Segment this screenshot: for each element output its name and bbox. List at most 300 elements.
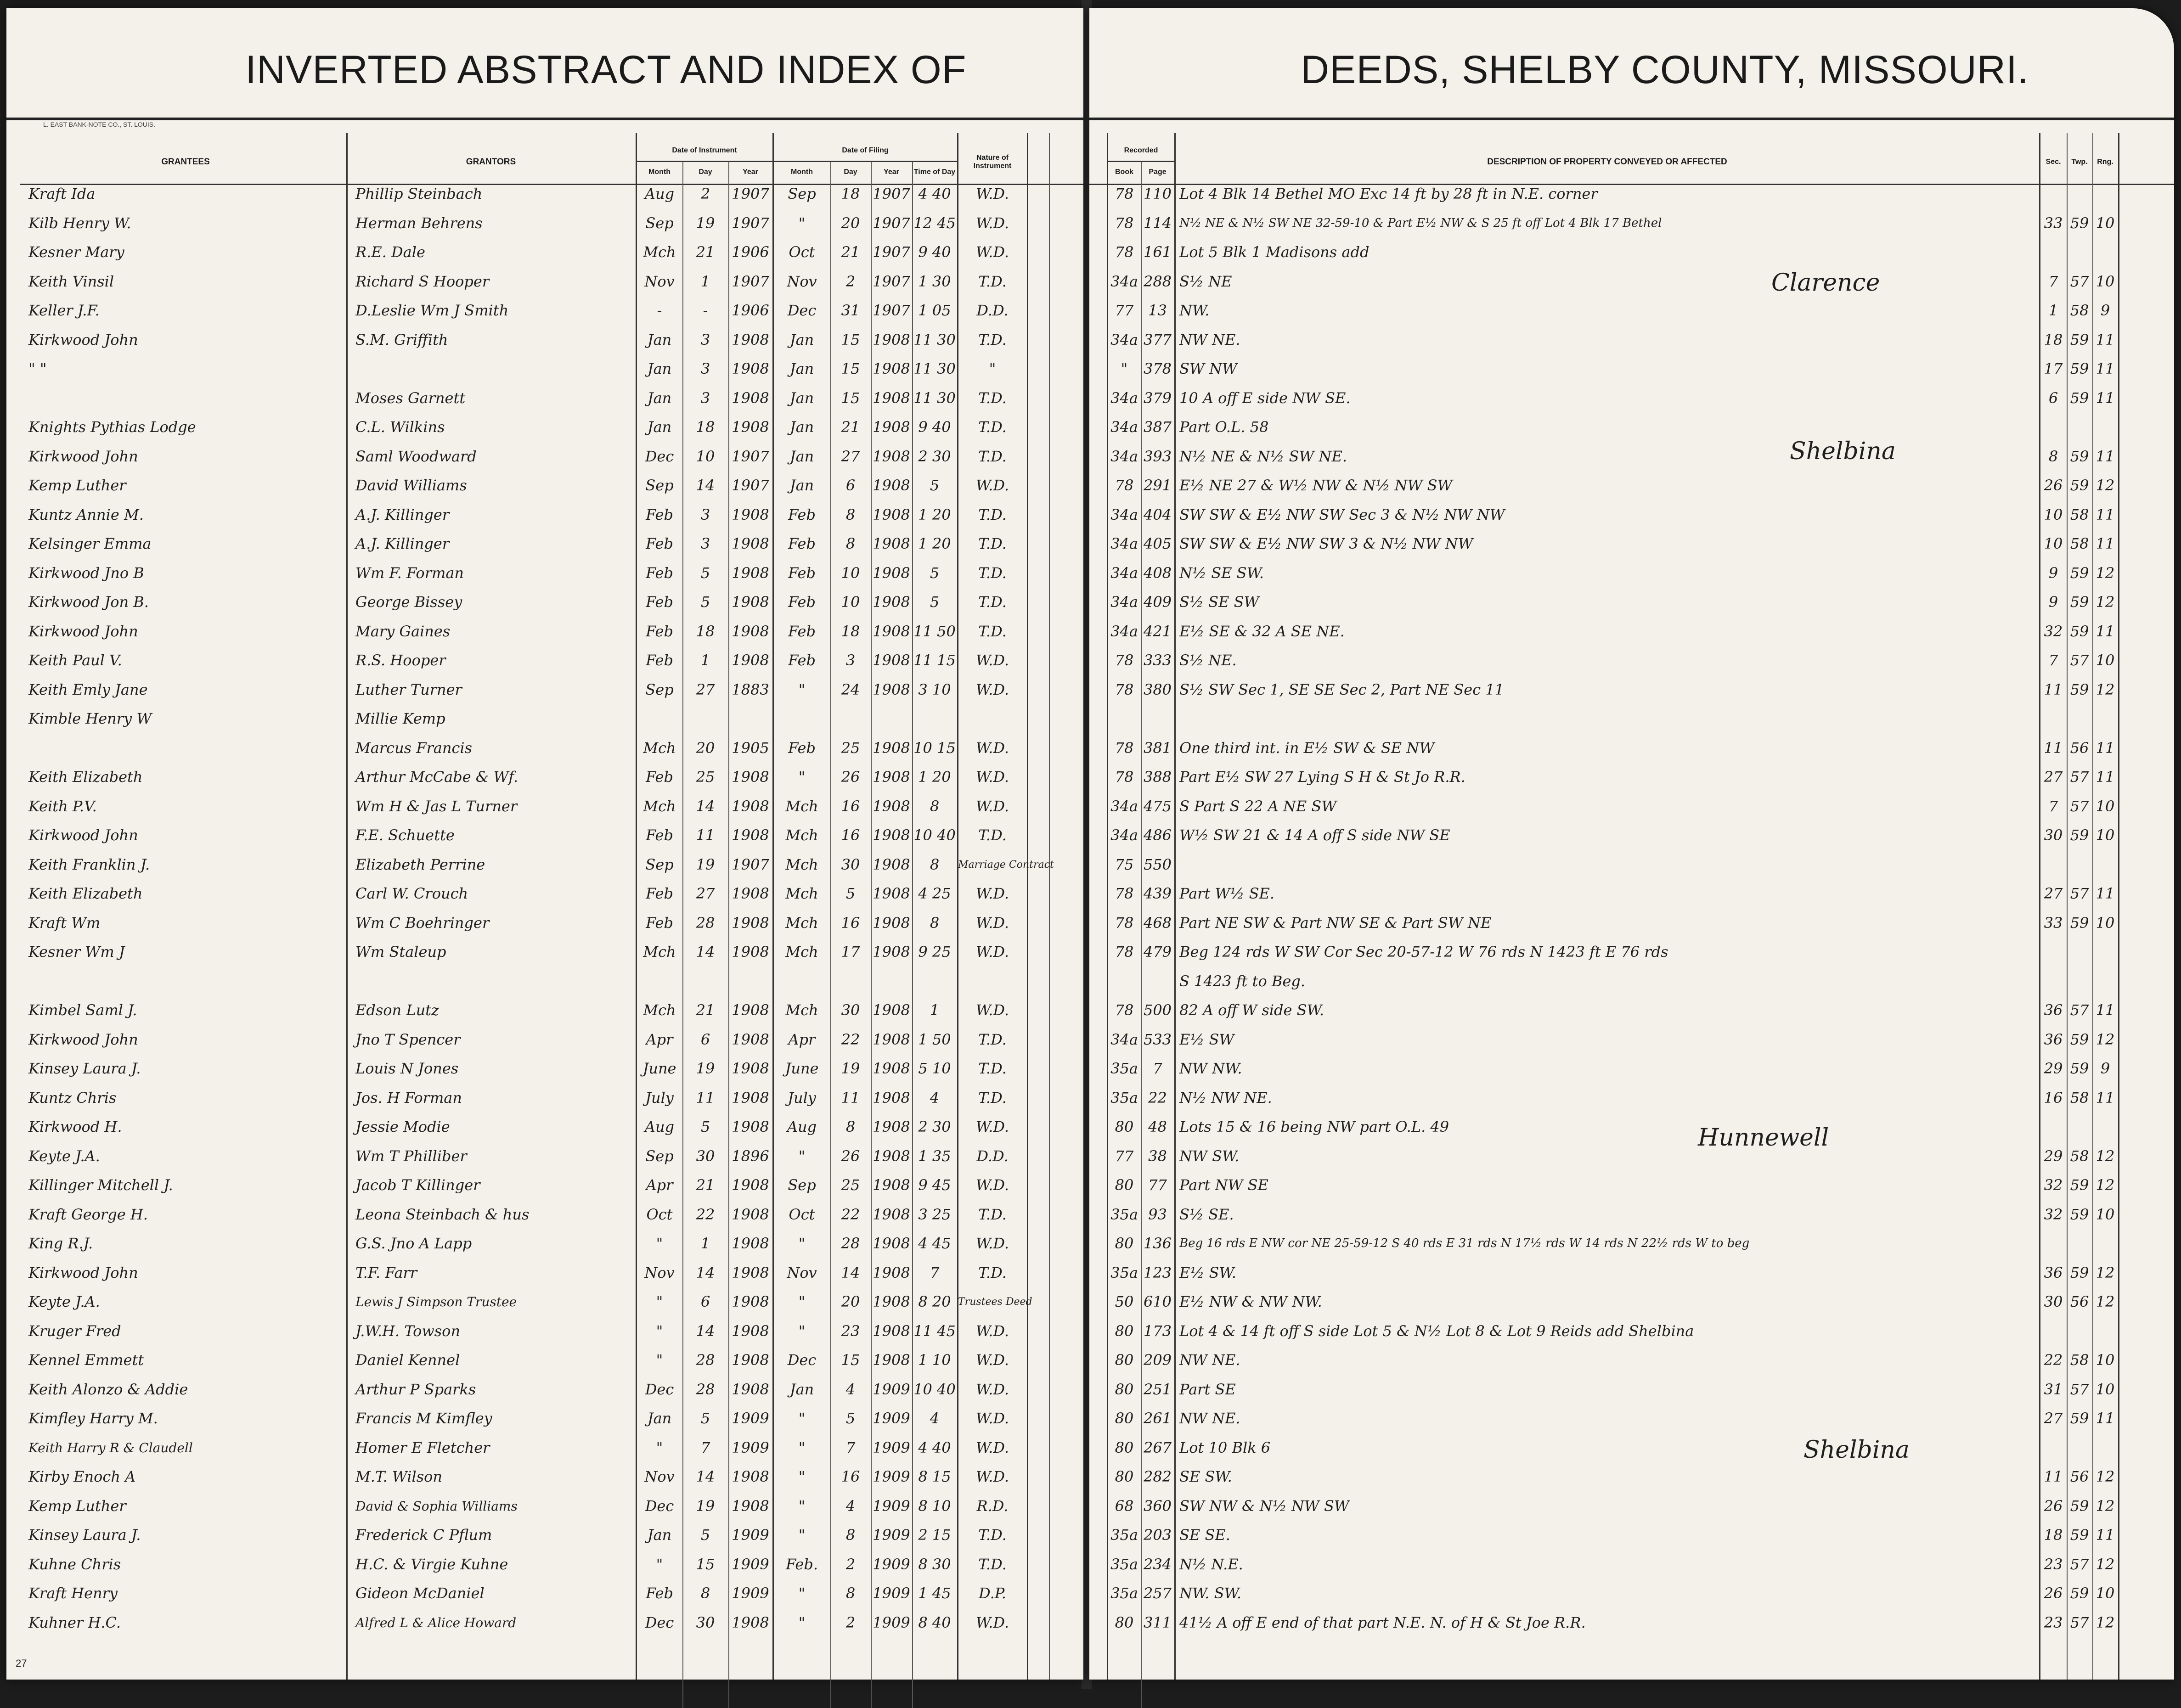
instrument-nature-cell: W.D. xyxy=(975,1001,1009,1019)
filing-day-cell: 8 xyxy=(845,1118,856,1135)
grantee-cell: Kuntz Annie M. xyxy=(28,506,144,523)
filing-month-cell: " xyxy=(798,1526,806,1544)
record-page-cell: 251 xyxy=(1143,1380,1172,1398)
township-cell: 59 xyxy=(2070,1584,2089,1602)
record-book-cell: 35a xyxy=(1110,1584,1138,1602)
property-description-cell: NW NE. xyxy=(1179,1410,1240,1427)
grantor-cell: Gideon McDaniel xyxy=(355,1584,485,1602)
filing-day-cell: 15 xyxy=(841,1351,860,1369)
section-cell xyxy=(2040,1118,2067,1136)
property-description-cell: Beg 124 rds W SW Cor Sec 20-57-12 W 76 rds N 1423 ft E 76 rds xyxy=(1179,943,1668,961)
record-book-cell: 80 xyxy=(1115,1351,1134,1369)
record-book-cell: 35a xyxy=(1110,1060,1138,1077)
instrument-day-cell: 6 xyxy=(700,1293,710,1310)
header-description: DESCRIPTION OF PROPERTY CONVEYED OR AFFECTED xyxy=(1487,157,1727,167)
grantor-cell: Luther Turner xyxy=(355,680,462,698)
instrument-year-cell xyxy=(728,972,772,991)
grantee-cell: Kirkwood Jno B xyxy=(28,564,144,582)
instrument-year-cell: 1907 xyxy=(732,272,769,290)
township-cell: 57 xyxy=(2070,1555,2089,1573)
printer-imprint: L. EAST BANK-NOTE CO., ST. LOUIS. xyxy=(43,121,156,128)
instrument-month-cell: Nov xyxy=(644,1468,675,1485)
table-row xyxy=(6,1264,1083,1282)
filing-time-cell: 1 20 xyxy=(918,768,951,786)
instrument-nature-cell: W.D. xyxy=(975,185,1009,202)
section-cell: 26 xyxy=(2044,1497,2063,1515)
table-row xyxy=(6,1234,1083,1253)
instrument-year-cell: 1908 xyxy=(732,943,769,961)
table-row xyxy=(1089,1555,2174,1574)
range-cell: 10 xyxy=(2096,1351,2115,1369)
filing-month-cell: Sep xyxy=(788,1176,816,1194)
instrument-day-cell: 20 xyxy=(696,739,715,757)
range-cell: 10 xyxy=(2096,652,2115,669)
section-cell: 1 xyxy=(2048,302,2058,319)
range-cell xyxy=(2092,943,2118,961)
filing-time-cell: 4 xyxy=(930,1089,940,1107)
grantor-cell: Jessie Modie xyxy=(355,1118,450,1135)
record-book-cell: 80 xyxy=(1115,1380,1134,1398)
filing-time-cell: 1 30 xyxy=(918,272,951,290)
table-row xyxy=(6,506,1083,524)
property-description-cell: S 1423 ft to Beg. xyxy=(1179,972,1305,990)
table-row xyxy=(6,768,1083,787)
grantor-cell: Daniel Kennel xyxy=(355,1351,460,1369)
grantor-cell: Wm C Boehringer xyxy=(355,914,490,932)
instrument-month-cell: Dec xyxy=(645,447,674,465)
township-cell: 59 xyxy=(2070,331,2089,348)
instrument-year-cell: 1908 xyxy=(732,1497,769,1515)
property-description-cell: E½ SW xyxy=(1179,1030,1234,1048)
property-description-cell: Part E½ SW 27 Lying S H & St Jo R.R. xyxy=(1179,768,1465,786)
record-book-cell: 35a xyxy=(1110,1264,1138,1281)
property-description-cell: N½ N.E. xyxy=(1179,1555,1243,1573)
range-cell: 11 xyxy=(2096,1089,2115,1107)
table-row xyxy=(1089,1176,2174,1195)
range-cell: 11 xyxy=(2096,1526,2115,1544)
township-cell: 57 xyxy=(2070,652,2089,669)
table-row xyxy=(1089,243,2174,262)
instrument-day-cell: 10 xyxy=(696,447,715,465)
instrument-year-cell: 1908 xyxy=(732,1235,769,1252)
record-book-cell: 34a xyxy=(1110,593,1138,611)
filing-month-cell: Dec xyxy=(787,302,817,319)
record-book-cell: 34a xyxy=(1110,389,1138,407)
record-book-cell: 78 xyxy=(1115,885,1134,902)
grantee-cell: Kirby Enoch A xyxy=(28,1468,136,1485)
instrument-year-cell: 1909 xyxy=(732,1584,769,1602)
instrument-nature-cell: T.D. xyxy=(978,331,1007,348)
filing-year-cell: 1908 xyxy=(873,1235,910,1252)
township-cell xyxy=(2067,1322,2092,1341)
instrument-month-cell: Sep xyxy=(645,680,674,698)
property-description-cell: Beg 16 rds E NW cor NE 25-59-12 S 40 rds E 31 rds N 17½ rds W 14 rds N 22½ rds W to beg xyxy=(1179,1236,1750,1250)
filing-year-cell: 1908 xyxy=(873,943,910,961)
filing-year-cell: 1908 xyxy=(873,885,910,902)
table-row xyxy=(1089,447,2174,466)
section-cell: 18 xyxy=(2044,1526,2063,1544)
filing-time-cell: 8 xyxy=(930,855,940,873)
header-time-of-day: Time of Day xyxy=(913,168,956,176)
table-row xyxy=(6,1089,1083,1107)
grantor-cell: Wm Staleup xyxy=(355,943,446,961)
range-cell: 12 xyxy=(2096,477,2115,494)
range-cell: 12 xyxy=(2096,1030,2115,1048)
instrument-year-cell: 1908 xyxy=(732,1293,769,1310)
instrument-nature-cell: T.D. xyxy=(978,1030,1007,1048)
table-row xyxy=(1089,739,2174,758)
record-page-cell: 93 xyxy=(1148,1205,1167,1223)
record-page-cell: 209 xyxy=(1143,1351,1172,1369)
instrument-month-cell: Mch xyxy=(643,943,676,961)
property-description-cell: Part NW SE xyxy=(1179,1176,1268,1194)
instrument-month-cell: Dec xyxy=(645,1613,674,1631)
filing-month-cell: Feb xyxy=(788,593,816,611)
filing-year-cell: 1908 xyxy=(873,593,910,611)
table-row xyxy=(1089,797,2174,816)
property-description-cell: Part O.L. 58 xyxy=(1179,418,1269,436)
filing-time-cell: 1 20 xyxy=(918,535,951,552)
filing-month-cell: " xyxy=(798,214,806,232)
instrument-day-cell xyxy=(682,972,728,991)
table-row xyxy=(1089,972,2174,991)
record-book-cell: 35a xyxy=(1110,1205,1138,1223)
filing-month-cell: Mch xyxy=(785,797,818,815)
township-cell: 57 xyxy=(2070,885,2089,902)
filing-time-cell: 1 50 xyxy=(918,1030,951,1048)
range-cell: 10 xyxy=(2096,1584,2115,1602)
instrument-month-cell: Jan xyxy=(647,389,672,407)
property-description-cell: S Part S 22 A NE SW xyxy=(1179,797,1337,815)
filing-year-cell: 1909 xyxy=(873,1555,910,1573)
township-cell: 58 xyxy=(2070,535,2089,552)
section-cell: 23 xyxy=(2044,1613,2063,1631)
instrument-year-cell: 1908 xyxy=(732,1001,769,1019)
left-entries xyxy=(6,185,1083,1645)
record-page-cell: 408 xyxy=(1143,564,1172,582)
table-row xyxy=(1089,1147,2174,1166)
record-page-cell: 486 xyxy=(1143,826,1172,844)
filing-month-cell: Jan xyxy=(789,447,814,465)
header-rule xyxy=(6,118,1083,120)
range-cell: 10 xyxy=(2096,1205,2115,1223)
filing-day-cell: 6 xyxy=(845,477,856,494)
header-nature: Nature of Instrument xyxy=(973,153,1012,170)
filing-time-cell: 3 10 xyxy=(918,680,951,698)
township-cell xyxy=(2067,418,2092,437)
record-page-cell: 468 xyxy=(1143,914,1172,932)
instrument-nature-cell: Trustees Deed xyxy=(958,1296,1032,1308)
table-row xyxy=(1089,564,2174,583)
table-row xyxy=(6,331,1083,349)
table-row xyxy=(1089,826,2174,845)
instrument-day-cell: 3 xyxy=(700,331,710,348)
filing-day-cell: 8 xyxy=(845,1584,856,1602)
filing-day-cell: 20 xyxy=(841,214,860,232)
instrument-year-cell: 1909 xyxy=(732,1526,769,1544)
record-page-cell: 282 xyxy=(1143,1468,1172,1485)
instrument-nature-cell: T.D. xyxy=(978,1089,1007,1107)
grantee-cell: Kimfley Harry M. xyxy=(28,1410,158,1427)
grantor-cell: Louis N Jones xyxy=(355,1060,459,1077)
instrument-day-cell: 14 xyxy=(696,477,715,494)
filing-year-cell: 1908 xyxy=(873,680,910,698)
grantee-cell: King R.J. xyxy=(28,1235,93,1252)
instrument-month-cell: Jan xyxy=(647,1410,672,1427)
filing-month-cell xyxy=(773,709,830,728)
filing-time-cell: 10 40 xyxy=(913,1380,956,1398)
property-description-cell: E½ NE 27 & W½ NW & N½ NW SW xyxy=(1179,477,1453,494)
filing-year-cell: 1909 xyxy=(873,1380,910,1398)
property-description-cell xyxy=(1179,709,2038,728)
section-cell xyxy=(2040,943,2067,961)
township-cell: 58 xyxy=(2070,506,2089,523)
record-book-cell xyxy=(1108,709,1141,728)
instrument-month-cell: Mch xyxy=(643,243,676,261)
township-cell xyxy=(2067,855,2092,874)
filing-year-cell: 1908 xyxy=(873,1264,910,1281)
record-book-cell: 78 xyxy=(1115,943,1134,961)
range-cell: 10 xyxy=(2096,826,2115,844)
header-twp: Twp. xyxy=(2071,157,2088,166)
instrument-day-cell: 27 xyxy=(696,885,715,902)
record-book-cell: 75 xyxy=(1115,855,1134,873)
filing-month-cell: Feb xyxy=(788,652,816,669)
section-cell xyxy=(2040,855,2067,874)
filing-month-cell: Feb xyxy=(788,506,816,523)
grantee-cell: Kuhne Chris xyxy=(28,1555,121,1573)
section-cell: 27 xyxy=(2044,768,2063,786)
instrument-nature-cell: W.D. xyxy=(975,885,1009,902)
range-cell: 11 xyxy=(2096,885,2115,902)
property-description-cell: S½ SE SW xyxy=(1179,593,1259,611)
instrument-month-cell: " xyxy=(656,1438,663,1456)
instrument-month-cell: Feb xyxy=(646,564,673,582)
record-page-cell: 388 xyxy=(1143,768,1172,786)
table-row xyxy=(6,1059,1083,1078)
table-row xyxy=(1089,418,2174,437)
township-cell: 59 xyxy=(2070,1205,2089,1223)
filing-time-cell: 11 30 xyxy=(913,331,956,348)
grantor-cell: Frederick C Pflum xyxy=(355,1526,492,1544)
filing-day-cell: 16 xyxy=(841,914,860,932)
filing-time-cell xyxy=(912,709,957,728)
filing-month-cell: " xyxy=(798,1438,806,1456)
filing-year-cell: 1908 xyxy=(873,564,910,582)
table-row xyxy=(6,1118,1083,1136)
range-cell: 11 xyxy=(2096,447,2115,465)
instrument-nature-cell xyxy=(958,709,1027,728)
table-row xyxy=(6,1030,1083,1049)
grantee-cell: Kirkwood John xyxy=(28,447,138,465)
instrument-year-cell: 1908 xyxy=(732,360,769,377)
filing-time-cell: 9 40 xyxy=(918,243,951,261)
section-cell xyxy=(2040,709,2067,728)
filing-day-cell: 4 xyxy=(845,1497,856,1515)
section-cell: 26 xyxy=(2044,477,2063,494)
grantor-cell: Phillip Steinbach xyxy=(355,185,483,202)
table-row xyxy=(1089,1497,2174,1516)
instrument-nature-cell: T.D. xyxy=(978,593,1007,611)
section-cell: 11 xyxy=(2044,1468,2063,1485)
grantor-cell: D.Leslie Wm J Smith xyxy=(355,302,509,319)
township-cell: 59 xyxy=(2070,389,2089,407)
grantee-cell: Keith Elizabeth xyxy=(28,885,143,902)
subheader-rule xyxy=(637,161,957,162)
property-description-cell: 82 A off W side SW. xyxy=(1179,1001,1324,1019)
record-page-cell: 257 xyxy=(1143,1584,1172,1602)
grantee-cell: Keith Emly Jane xyxy=(28,680,148,698)
left-page-title: INVERTED ABSTRACT AND INDEX OF xyxy=(245,48,967,92)
record-book-cell: " xyxy=(1121,360,1128,377)
record-page-cell: 161 xyxy=(1143,243,1172,261)
table-row xyxy=(1089,1205,2174,1224)
filing-day-cell: 2 xyxy=(845,272,856,290)
table-row xyxy=(1089,680,2174,699)
filing-year-cell: 1907 xyxy=(873,243,910,261)
table-row xyxy=(6,1176,1083,1195)
filing-month-cell: " xyxy=(798,1322,806,1340)
section-cell: 7 xyxy=(2048,797,2058,815)
filing-day-cell: 2 xyxy=(845,1555,856,1573)
grantee-cell: Keller J.F. xyxy=(28,302,100,319)
section-cell: 10 xyxy=(2044,535,2063,552)
record-page-cell: 409 xyxy=(1143,593,1172,611)
grantor-cell: Francis M Kimfley xyxy=(355,1410,492,1427)
filing-year-cell: 1909 xyxy=(873,1410,910,1427)
record-book-cell: 80 xyxy=(1115,1468,1134,1485)
instrument-day-cell: 14 xyxy=(696,1264,715,1281)
record-page-cell: 173 xyxy=(1143,1322,1172,1340)
instrument-nature-cell: W.D. xyxy=(975,1235,1009,1252)
filing-day-cell: 15 xyxy=(841,360,860,377)
filing-year-cell: 1908 xyxy=(873,826,910,844)
record-page-cell: 381 xyxy=(1143,739,1172,757)
grantee-cell: Keith Franklin J. xyxy=(28,855,150,873)
instrument-month-cell: Feb xyxy=(646,535,673,552)
instrument-year-cell: 1896 xyxy=(732,1147,769,1165)
township-cell: 59 xyxy=(2070,914,2089,932)
range-cell: 12 xyxy=(2096,1555,2115,1573)
grantee-cell: Kruger Fred xyxy=(28,1322,121,1340)
instrument-nature-cell: W.D. xyxy=(975,1613,1009,1631)
instrument-year-cell: 1908 xyxy=(732,535,769,552)
record-book-cell: 34a xyxy=(1110,447,1138,465)
instrument-nature-cell: W.D. xyxy=(975,1322,1009,1340)
instrument-day-cell: 14 xyxy=(696,1322,715,1340)
range-cell: 10 xyxy=(2096,214,2115,232)
instrument-day-cell: 5 xyxy=(700,1410,710,1427)
table-row xyxy=(6,622,1083,641)
instrument-year-cell: 1909 xyxy=(732,1555,769,1573)
filing-year-cell: 1909 xyxy=(873,1613,910,1631)
filing-time-cell: 11 30 xyxy=(913,360,956,377)
table-row xyxy=(1089,593,2174,612)
instrument-nature-cell: W.D. xyxy=(975,739,1009,757)
record-page-cell: 261 xyxy=(1143,1410,1172,1427)
instrument-nature-cell: W.D. xyxy=(975,652,1009,669)
filing-time-cell: 9 25 xyxy=(918,943,951,961)
instrument-day-cell: 3 xyxy=(700,506,710,523)
table-row xyxy=(1089,1001,2174,1020)
section-cell xyxy=(2040,1438,2067,1457)
instrument-nature-cell: T.D. xyxy=(978,506,1007,523)
filing-time-cell: 1 35 xyxy=(918,1147,951,1165)
township-cell: 56 xyxy=(2070,739,2089,757)
township-cell: 57 xyxy=(2070,272,2089,290)
instrument-year-cell: 1883 xyxy=(732,680,769,698)
instrument-day-cell: 18 xyxy=(696,622,715,640)
range-cell xyxy=(2092,1234,2118,1253)
instrument-day-cell: 6 xyxy=(700,1030,710,1048)
filing-time-cell: 4 40 xyxy=(918,185,951,202)
instrument-month-cell: Nov xyxy=(644,1264,675,1281)
grantor-cell: M.T. Wilson xyxy=(355,1468,443,1485)
grantor-cell: Elizabeth Perrine xyxy=(355,855,485,873)
instrument-nature-cell: T.D. xyxy=(978,389,1007,407)
range-cell: 11 xyxy=(2096,535,2115,552)
range-cell: 11 xyxy=(2096,506,2115,523)
instrument-month-cell: Feb xyxy=(646,622,673,640)
property-description-cell: S½ NE xyxy=(1179,272,1232,290)
grantor-cell: Millie Kemp xyxy=(355,710,445,727)
filing-day-cell: 17 xyxy=(841,943,860,961)
township-cell: 57 xyxy=(2070,1001,2089,1019)
instrument-year-cell: 1908 xyxy=(732,1118,769,1135)
range-cell: 12 xyxy=(2096,1613,2115,1631)
table-row xyxy=(6,447,1083,466)
township-cell xyxy=(2067,709,2092,728)
table-row xyxy=(6,389,1083,408)
filing-time-cell: 5 10 xyxy=(918,1060,951,1077)
instrument-nature-cell: W.D. xyxy=(975,797,1009,815)
instrument-year-cell: 1908 xyxy=(732,1322,769,1340)
township-cell: 59 xyxy=(2070,360,2089,377)
record-book-cell: 34a xyxy=(1110,535,1138,552)
instrument-month-cell: Mch xyxy=(643,1001,676,1019)
instrument-month-cell: Aug xyxy=(644,185,675,202)
grantee-cell: Kirkwood John xyxy=(28,826,138,844)
filing-day-cell: 25 xyxy=(841,739,860,757)
instrument-nature-cell: W.D. xyxy=(975,914,1009,932)
table-row xyxy=(6,272,1083,291)
filing-day-cell: 5 xyxy=(845,885,856,902)
grantee-cell: Kelsinger Emma xyxy=(28,535,152,552)
filing-month-cell: Jan xyxy=(789,360,814,377)
filing-year-cell: 1908 xyxy=(873,1147,910,1165)
grantee-cell: Kesner Mary xyxy=(28,243,124,261)
range-cell: 12 xyxy=(2096,1468,2115,1485)
section-cell: 7 xyxy=(2048,272,2058,290)
record-book-cell: 80 xyxy=(1115,1410,1134,1427)
range-cell xyxy=(2092,185,2118,203)
instrument-month-cell: Jan xyxy=(647,1526,672,1544)
township-cell: 58 xyxy=(2070,1351,2089,1369)
filing-month-cell: June xyxy=(785,1060,819,1077)
margin-note-shelbina: Shelbina xyxy=(1790,438,1896,465)
instrument-month-cell: Feb xyxy=(646,1584,673,1602)
filing-year-cell: 1909 xyxy=(873,1526,910,1544)
filing-day-cell: 15 xyxy=(841,331,860,348)
instrument-nature-cell xyxy=(958,972,1027,991)
instrument-nature-cell: T.D. xyxy=(978,1264,1007,1281)
header-date-filing: Date of Filing xyxy=(842,146,889,154)
instrument-year-cell: 1908 xyxy=(732,564,769,582)
filing-year-cell xyxy=(871,972,912,991)
instrument-year-cell: 1906 xyxy=(732,302,769,319)
instrument-day-cell: 19 xyxy=(696,1060,715,1077)
property-description-cell: NW NE. xyxy=(1179,331,1240,348)
